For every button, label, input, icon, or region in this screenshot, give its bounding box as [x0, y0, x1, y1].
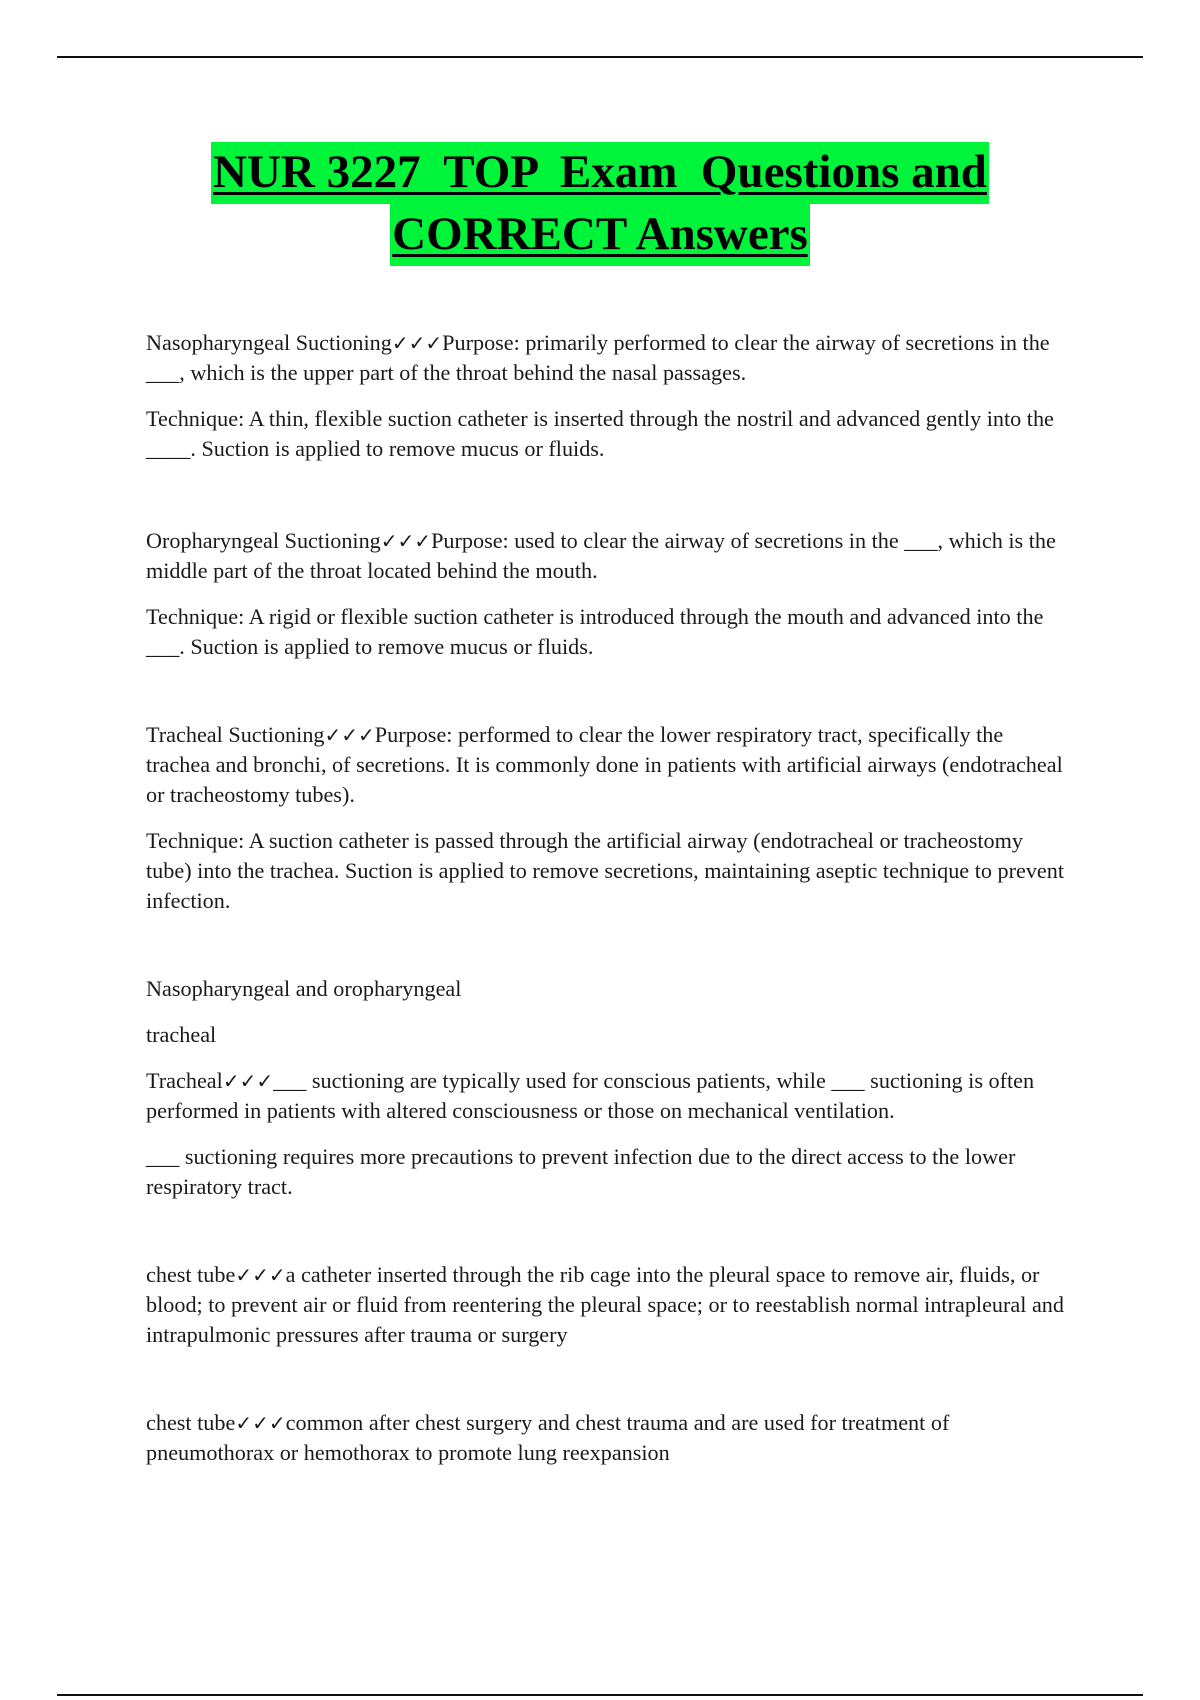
- check-mark-icon: ✓✓✓: [235, 1411, 286, 1435]
- card-term: Nasopharyngeal Suctioning: [146, 330, 392, 355]
- card-term: chest tube: [146, 1410, 236, 1435]
- card-answer: a catheter inserted through the rib cage into the pleural space to remove air, fluids, or blood; to prevent air or fluid from reentering the pleural space; or to reestablish normal intrapleural and intrapulmonic pressures after trauma or surgery: [146, 1262, 1064, 1347]
- document-title: [0, 142, 1200, 266]
- title-line-2: CORRECT Answers: [390, 204, 810, 266]
- card-answer: ___ suctioning are typically used for conscious patients, while ___ suctioning is often performed in patients with altered consciousness or those on mechanical ventilation.: [146, 1068, 1035, 1123]
- fill-blank-question-2: ___ suctioning requires more precautions to prevent infection due to the direct access to the lower respiratory tract.: [146, 1144, 1016, 1199]
- fill-blank-question: [146, 1066, 1070, 1126]
- check-mark-icon: ✓✓✓: [222, 1069, 274, 1093]
- card-tracheal-purpose: [146, 720, 1070, 810]
- card-chest-tube-1: [146, 1260, 1070, 1350]
- top-rule: [57, 56, 1143, 58]
- document-body: [146, 328, 1070, 1484]
- check-mark-icon: ✓✓✓: [380, 529, 432, 553]
- card-oropharyngeal-purpose: [146, 526, 1070, 586]
- bottom-rule: [57, 1694, 1143, 1696]
- card-answer: common after chest surgery and chest trauma and are used for treatment of pneumothorax or hemothorax to promote lung reexpansion: [146, 1410, 950, 1465]
- check-mark-icon: ✓✓✓: [391, 331, 443, 355]
- card-oropharyngeal-technique: Technique: A rigid or flexible suction catheter is introduced through the mouth and advanced into the ___. Suction is applied to remove mucus or fluids.: [146, 604, 1044, 659]
- check-mark-icon: ✓✓✓: [235, 1263, 286, 1287]
- fill-blank-line-1: Nasopharyngeal and oropharyngeal: [146, 976, 462, 1001]
- card-term: Tracheal: [146, 1068, 223, 1093]
- fill-blank-line-2: tracheal: [146, 1022, 217, 1047]
- card-answer: Purpose: performed to clear the lower respiratory tract, specifically the trachea and bronchi, of secretions. It is commonly done in patients with artificial airways (endotracheal or tracheostomy tubes).: [146, 722, 1063, 807]
- card-term: Oropharyngeal Suctioning: [146, 528, 381, 553]
- title-line-1: NUR 3227 TOP Exam Questions and: [211, 142, 989, 204]
- card-term: Tracheal Suctioning: [146, 722, 325, 747]
- check-mark-icon: ✓✓✓: [324, 723, 375, 747]
- card-nasopharyngeal-technique: Technique: A thin, flexible suction catheter is inserted through the nostril and advanced gently into the ____. Suction is applied to remove mucus or fluids.: [146, 406, 1054, 461]
- card-nasopharyngeal-purpose: [146, 328, 1070, 388]
- card-answer: Purpose: used to clear the airway of secretions in the ___, which is the middle part of the throat located behind the mouth.: [146, 528, 1056, 583]
- card-tracheal-technique: Technique: A suction catheter is passed through the artificial airway (endotracheal or tracheostomy tube) into the trachea. Suction is applied to remove secretions, maintaining aseptic technique to prevent infection.: [146, 828, 1065, 913]
- card-term: chest tube: [146, 1262, 236, 1287]
- card-chest-tube-2: [146, 1408, 1070, 1468]
- card-answer: Purpose: primarily performed to clear the airway of secretions in the ___, which is the upper part of the throat behind the nasal passages.: [146, 330, 1050, 385]
